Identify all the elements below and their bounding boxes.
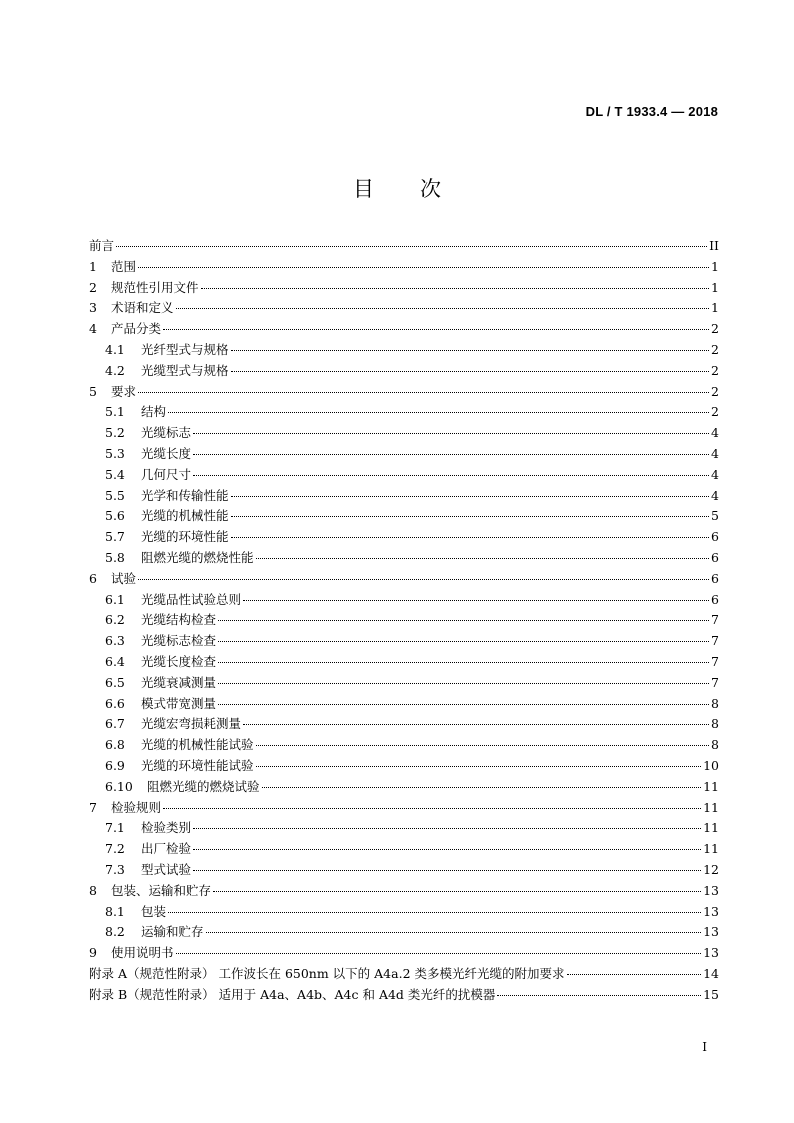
toc-entry-label: 阻燃光缆的燃烧试验 [147,778,260,794]
toc-entry-label: 几何尺寸 [141,466,192,482]
toc-entry-number: 7 [89,799,97,815]
toc-entry-page: 6 [711,529,719,545]
toc-entry-page: 4 [711,425,719,441]
toc-leader-dots [176,952,702,954]
toc-leader-dots [176,307,709,309]
toc-leader-dots [231,536,709,538]
toc-leader-dots [168,911,701,913]
toc-entry-label: 附录 B（规范性附录） 适用于 A4a、A4b、A4c 和 A4d 类光纤的扰模器 [89,986,496,1002]
toc-entry[interactable] [89,839,719,860]
toc-leader-dots [231,370,709,372]
toc-entry-number: 6.4 [105,653,125,669]
toc-entry[interactable] [89,652,719,673]
toc-entry-page: 1 [711,258,719,274]
toc-leader-dots [138,266,709,268]
toc-entry[interactable] [89,610,719,631]
toc-entry-page: 2 [711,341,719,357]
toc-entry-page: 2 [711,321,719,337]
toc-entry[interactable] [89,798,719,819]
toc-entry-number: 5 [89,383,97,399]
toc-entry-number: 3 [89,300,97,316]
toc-entry-number: 6.9 [105,757,125,773]
toc-entry-page: 8 [711,695,719,711]
toc-entry-label: 型式试验 [141,861,192,877]
toc-entry-number: 6.6 [105,695,125,711]
toc-entry-number: 5.2 [105,425,125,441]
toc-entry-number: 6.7 [105,716,125,732]
toc-entry[interactable] [89,860,719,881]
toc-entry-number: 8 [89,882,97,898]
toc-leader-dots [567,973,702,975]
toc-entry[interactable] [89,298,719,319]
toc-entry-page: 12 [703,861,719,877]
toc-entry[interactable] [89,236,719,257]
toc-leader-dots [497,994,701,996]
footer-page-number: I [702,1040,707,1054]
toc-entry-label: 检验类别 [141,820,192,836]
toc-entry[interactable] [89,382,719,403]
toc-leader-dots [138,391,709,393]
toc-entry-number: 8.2 [105,924,125,940]
toc-entry-page: 8 [711,716,719,732]
toc-entry[interactable] [89,922,719,943]
toc-entry-page: 7 [711,653,719,669]
toc-entry-number: 6.1 [105,591,125,607]
toc-entry-page: 6 [711,549,719,565]
toc-entry-page: 13 [703,924,719,940]
toc-entry-label: 模式带宽测量 [141,695,217,711]
toc-entry-label: 包装、运输和贮存 [111,882,212,898]
toc-entry-page: 6 [711,570,719,586]
toc-entry-number: 5.5 [105,487,125,503]
toc-entry-label: 光缆标志检查 [141,633,217,649]
toc-entry-page: 1 [711,300,719,316]
toc-entry[interactable] [89,444,719,465]
toc-entry-label: 使用说明书 [111,945,174,961]
toc-entry-label: 光缆宏弯损耗测量 [141,716,242,732]
toc-leader-dots [201,287,709,289]
toc-entry[interactable] [89,714,719,735]
toc-entry-page: 13 [703,903,719,919]
toc-entry-number: 7.2 [105,841,125,857]
toc-leader-dots [193,827,701,829]
toc-entry[interactable] [89,402,719,423]
toc-entry-number: 6 [89,570,97,586]
toc-entry-label: 光缆型式与规格 [141,362,229,378]
toc-entry-label: 出厂检验 [141,841,192,857]
toc-entry-page: 11 [703,841,719,857]
toc-leader-dots [256,557,709,559]
toc-leader-dots [116,245,707,247]
toc-leader-dots [218,661,709,663]
toc-entry-label: 前言 [89,238,115,253]
toc-entry[interactable] [89,527,719,548]
toc-entry[interactable] [89,818,719,839]
toc-entry-number: 5.7 [105,529,125,545]
toc-entry-label: 包装 [141,903,167,919]
toc-entry-label: 附录 A（规范性附录） 工作波长在 650nm 以下的 A4a.2 类多模光纤光缆的附加要求 [89,965,565,981]
toc-leader-dots [231,349,709,351]
toc-entry-page: 11 [703,778,719,794]
toc-entry-label: 光缆品性试验总则 [141,591,242,607]
toc-entry[interactable] [89,673,719,694]
toc-leader-dots [231,495,709,497]
toc-entry-label: 试验 [111,570,137,586]
title-part-2: 次 [420,177,441,201]
toc-entry-label: 光缆的环境性能 [141,529,229,545]
toc-leader-dots [218,619,709,621]
toc-leader-dots [163,807,701,809]
toc-leader-dots [256,744,709,746]
toc-entry[interactable] [89,486,719,507]
toc-entry-number: 4.2 [105,362,125,378]
document-code: DL / T 1933.4 — 2018 [585,104,718,119]
toc-entry[interactable] [89,465,719,486]
toc-entry-number: 6.3 [105,633,125,649]
toc-entry-number: 7.1 [105,820,125,836]
toc-entry[interactable] [89,423,719,444]
toc-entry-page: 13 [703,945,719,961]
toc-entry-label: 光缆的机械性能试验 [141,737,254,753]
toc-leader-dots [138,578,709,580]
toc-entry-page: 11 [703,799,719,815]
toc-entry[interactable] [89,569,719,590]
toc-entry-number: 2 [89,279,97,295]
toc-entry[interactable] [89,756,719,777]
toc-entry-page: 8 [711,737,719,753]
toc-leader-dots [243,723,709,725]
toc-leader-dots [193,848,701,850]
toc-entry-number: 5.8 [105,549,125,565]
toc-entry-number: 4 [89,321,97,337]
toc-entry-number: 6.8 [105,737,125,753]
toc-entry-page: II [709,238,719,253]
toc-entry-number: 5.3 [105,445,125,461]
toc-entry-number: 6.5 [105,674,125,690]
toc-entry-number: 9 [89,945,97,961]
toc-entry-page: 2 [711,383,719,399]
toc-entry-label: 光缆长度 [141,445,192,461]
toc-entry-page: 4 [711,445,719,461]
toc-entry[interactable] [89,340,719,361]
toc-leader-dots [163,328,709,330]
toc-entry[interactable] [89,694,719,715]
toc-leader-dots [193,432,709,434]
toc-entry-label: 运输和贮存 [141,924,204,940]
table-of-contents [89,236,719,1005]
toc-entry-page: 5 [711,508,719,524]
toc-leader-dots [193,453,709,455]
toc-entry-label: 光学和传输性能 [141,487,229,503]
toc-entry-number: 5.6 [105,508,125,524]
toc-entry[interactable] [89,548,719,569]
toc-entry[interactable] [89,985,719,1006]
toc-entry-page: 7 [711,674,719,690]
toc-leader-dots [193,869,701,871]
page-title [0,173,794,203]
toc-entry[interactable] [89,361,719,382]
toc-leader-dots [218,640,709,642]
title-part-1: 目 [353,177,374,201]
toc-entry-label: 术语和定义 [111,300,174,316]
toc-leader-dots [206,931,702,933]
toc-leader-dots [193,474,709,476]
toc-leader-dots [218,682,709,684]
toc-entry-page: 11 [703,820,719,836]
toc-entry[interactable] [89,943,719,964]
toc-leader-dots [256,765,702,767]
toc-entry-page: 2 [711,362,719,378]
toc-entry[interactable] [89,964,719,985]
toc-entry-label: 光缆结构检查 [141,612,217,628]
toc-entry[interactable] [89,319,719,340]
toc-entry-page: 1 [711,279,719,295]
toc-entry-label: 光缆长度检查 [141,653,217,669]
toc-entry-number: 6.10 [105,778,133,794]
toc-entry-label: 阻燃光缆的燃烧性能 [141,549,254,565]
toc-entry[interactable] [89,631,719,652]
toc-entry-label: 光缆的环境性能试验 [141,757,254,773]
toc-entry-number: 1 [89,258,97,274]
toc-entry-page: 4 [711,466,719,482]
toc-entry-label: 规范性引用文件 [111,279,199,295]
toc-entry-page: 10 [703,757,719,773]
toc-leader-dots [262,786,702,788]
toc-entry[interactable] [89,590,719,611]
toc-entry-label: 检验规则 [111,799,162,815]
toc-entry-label: 光缆衰减测量 [141,674,217,690]
toc-entry-page: 6 [711,591,719,607]
toc-entry-page: 14 [703,965,719,981]
toc-entry-number: 5.4 [105,466,125,482]
toc-entry-label: 光纤型式与规格 [141,341,229,357]
toc-entry-page: 4 [711,487,719,503]
toc-entry-number: 5.1 [105,404,125,420]
toc-entry-label: 光缆的机械性能 [141,508,229,524]
toc-entry-page: 2 [711,404,719,420]
toc-entry-number: 4.1 [105,341,125,357]
toc-entry-label: 光缆标志 [141,425,192,441]
toc-entry[interactable] [89,881,719,902]
toc-entry-page: 7 [711,612,719,628]
toc-entry[interactable] [89,777,719,798]
toc-entry-label: 结构 [141,404,167,420]
toc-entry-label: 产品分类 [111,321,162,337]
toc-entry[interactable] [89,735,719,756]
toc-entry[interactable] [89,902,719,923]
toc-entry-page: 13 [703,882,719,898]
toc-leader-dots [213,890,701,892]
toc-entry[interactable] [89,278,719,299]
toc-leader-dots [243,599,709,601]
toc-entry-label: 范围 [111,258,137,274]
toc-entry[interactable] [89,506,719,527]
toc-leader-dots [168,411,709,413]
toc-entry-page: 7 [711,633,719,649]
toc-entry-number: 6.2 [105,612,125,628]
toc-entry-label: 要求 [111,383,137,399]
toc-entry[interactable] [89,257,719,278]
toc-entry-number: 7.3 [105,861,125,877]
toc-leader-dots [231,515,709,517]
toc-entry-page: 15 [703,986,719,1002]
toc-entry-number: 8.1 [105,903,125,919]
toc-leader-dots [218,703,709,705]
